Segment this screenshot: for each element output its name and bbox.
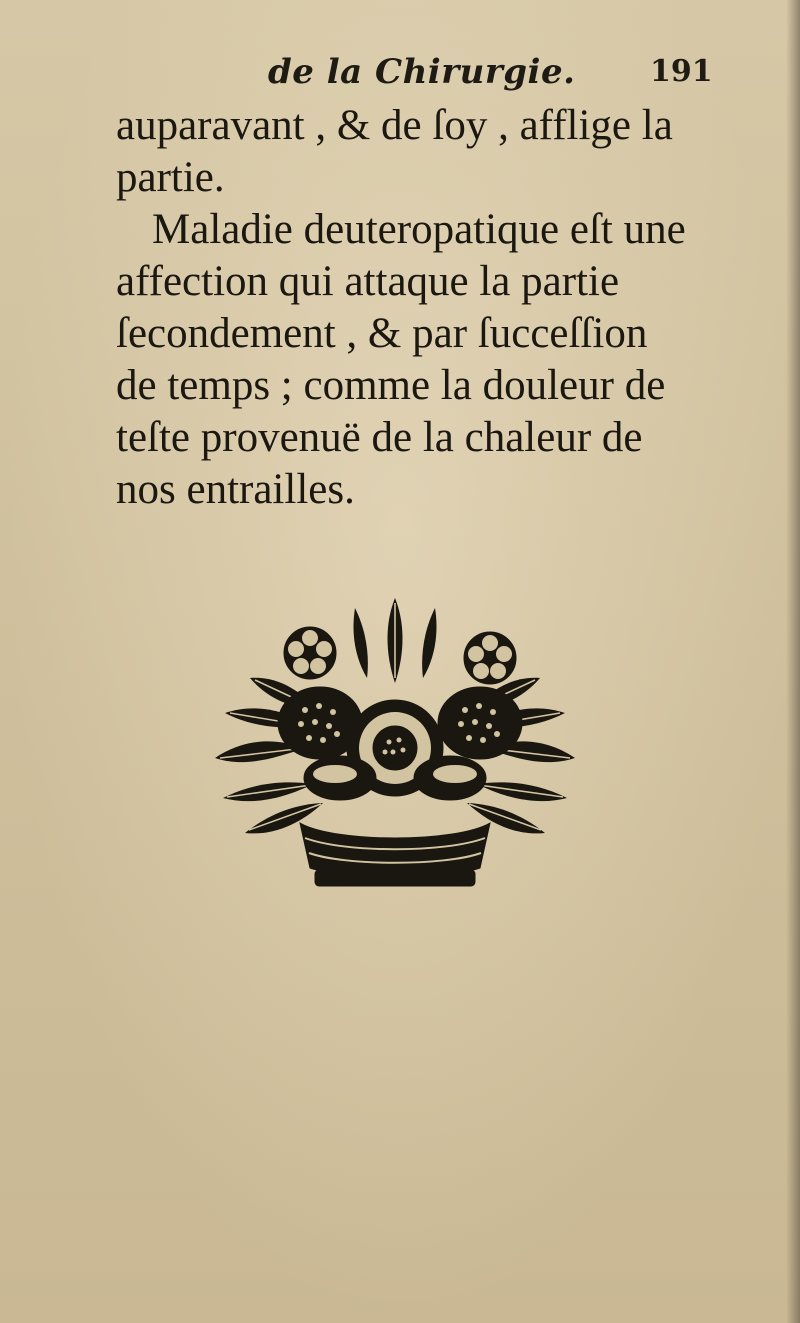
text-line: nos entrailles. [116,466,355,513]
page-edge-shadow [786,0,800,1323]
text-line: partie. [116,154,225,201]
running-title: de la Chirurgie. [268,52,576,92]
fruit-basket-woodcut-icon [205,598,585,898]
page-number: 191 [650,54,713,89]
text-line: ſecondement , & par ſucceſſion [116,310,648,357]
body-text [116,100,716,516]
text-line: teſte provenuë de la chaleur de [116,414,643,461]
page-header [0,52,800,96]
text-line: Maladie deuteropatique eſt une [152,206,686,253]
text-line: affection qui attaque la partie [116,258,620,305]
text-line: auparavant , & de ſoy , afflige la [116,102,673,149]
text-line: de temps ; comme la douleur de [116,362,666,409]
